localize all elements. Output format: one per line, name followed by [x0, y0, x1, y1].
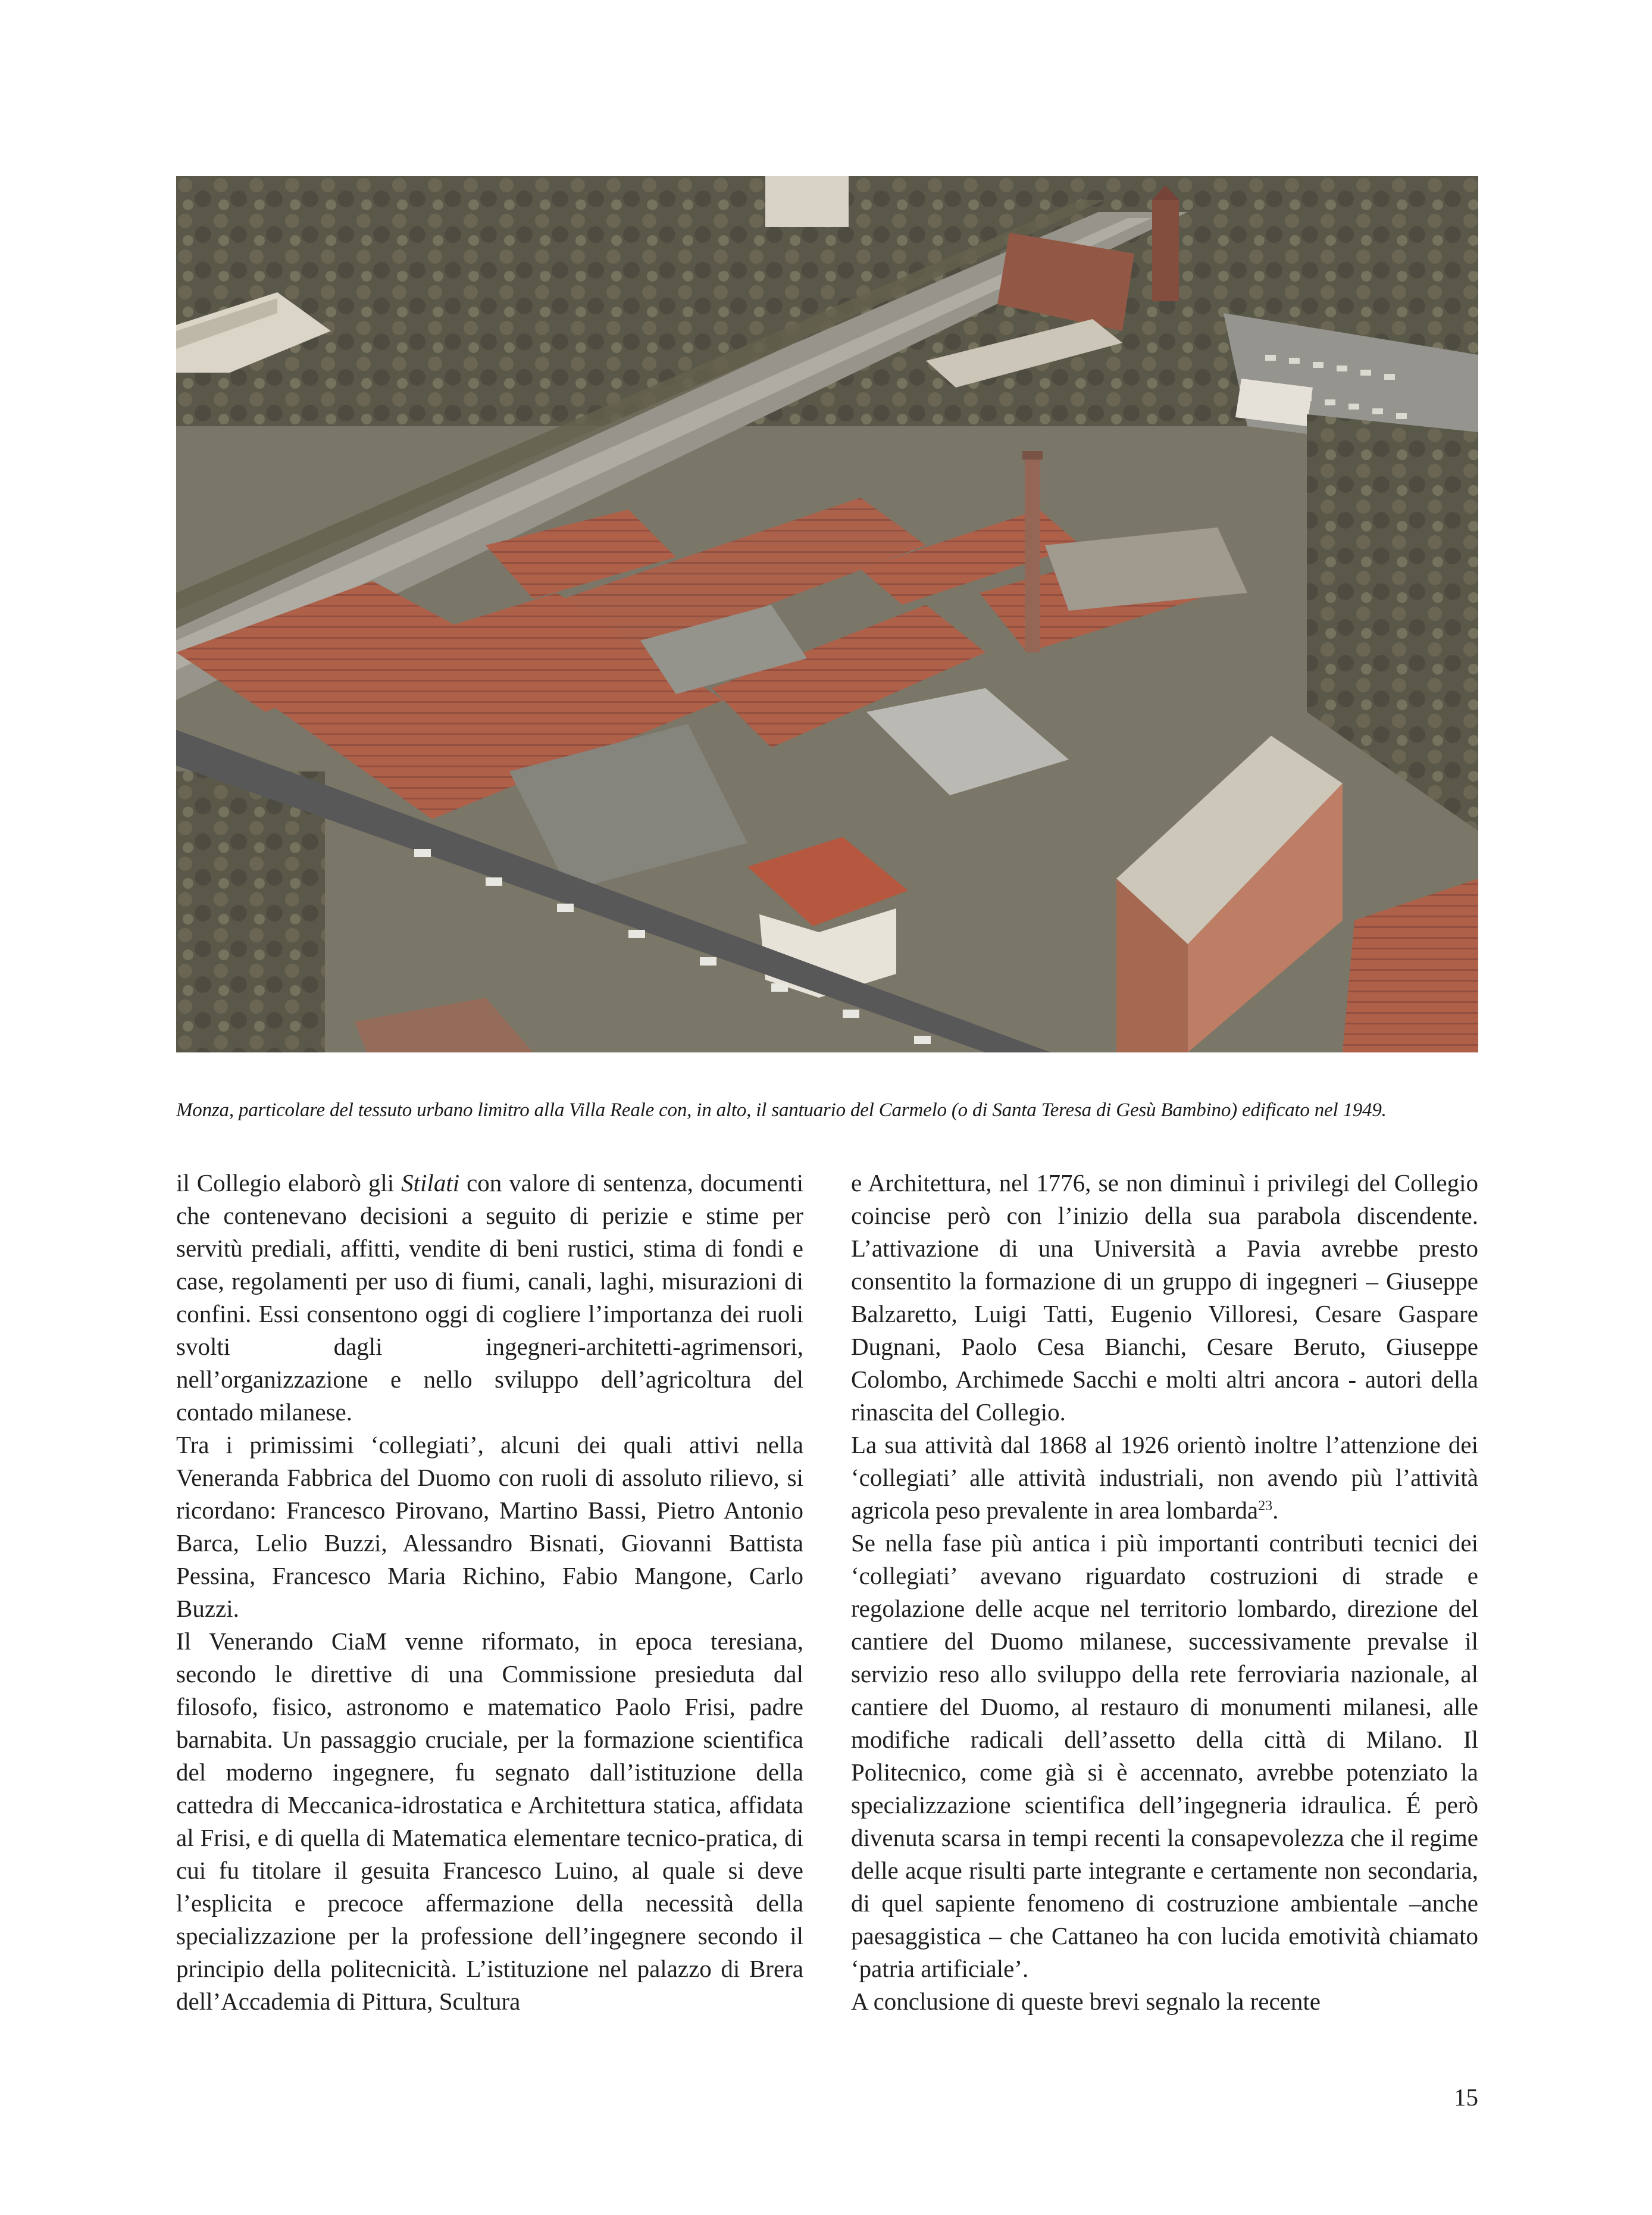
- paragraph: Il Venerando CiaM venne riformato, in epoca teresiana, secondo le direttive di una Commissione presieduta dal filosofo, fisico, astronomo e matematico Paolo Frisi, padre barnabita. Un passaggio cruciale, per la formazione scientifica del moderno ingegnere, fu segnato dall’istituzione della cattedra di Meccanica-idrostatica e Architettura statica, affidata al Frisi, e di quella di Matematica elementare tecnico-pratica, di cui fu titolare il gesuita Francesco Luino, al quale si deve l’esplicita e precoce affermazione della necessità della specializzazione per la professione dell’ingegnere secondo il principio della politecnicità. L’istituzione nel palazzo di Brera dell’Accademia di Pittura, Scultura: [176, 1627, 803, 2015]
- text-span: .: [1272, 1497, 1279, 1524]
- aerial-photo: [176, 176, 1478, 1052]
- paragraph: e Architettura, nel 1776, se non diminuì i privilegi del Collegio coincise però con l’inizio della sua parabola discendente. L’attivazione di una Università a Pavia avrebbe presto consentito la formazione di un gruppo di ingegneri – Giuseppe Balzaretto, Luigi Tatti, Eugenio Villoresi, Cesare Gaspare Dugnani, Paolo Cesa Bianchi, Cesare Beruto, Giuseppe Colombo, Archimede Sacchi e molti altri ancora - autori della rinascita del Collegio.: [851, 1169, 1478, 1426]
- paragraph: A conclusione di queste brevi segnalo la recente: [851, 1988, 1321, 2015]
- text-column-left: [176, 1167, 803, 2018]
- text-column-right: [851, 1167, 1478, 2018]
- paragraph: [176, 1167, 803, 1429]
- paragraph: Tra i primissimi ‘collegiati’, alcuni dei quali attivi nella Veneranda Fabbrica del Duomo con ruoli di assoluto rilievo, si ricordano: Francesco Pirovano, Martino Bassi, Pietro Antonio Barca, Lelio Buzzi, Alessandro Bisnati, Giovanni Battista Pessina, Francesco Maria Richino, Fabio Mangone, Carlo Buzzi.: [176, 1431, 803, 1622]
- emphasis-text: Stilati: [401, 1169, 460, 1196]
- figure-caption: Monza, particolare del tessuto urbano limitro alla Villa Reale con, in alto, il santuario del Carmelo (o di Santa Teresa di Gesù Bambino) edificato nel 1949.: [176, 1099, 1387, 1121]
- paragraph: [851, 1429, 1478, 1527]
- text-span: il Collegio elaborò gli: [176, 1169, 402, 1196]
- aerial-photo-drawing: [176, 176, 1478, 1052]
- text-span: con valore di sentenza, documenti che contenevano decisioni a seguito di perizie e stime per servitù prediali, affitti, vendite di beni rustici, stima di fondi e case, regolamenti per uso di fiumi, canali, laghi, misurazioni di confini. Essi consentono oggi di cogliere l’importanza dei ruoli svolti dagli ingegneri-architetti-agrimensori, nell’organizzazione e nello sviluppo dell’agricoltura del contado milanese.: [176, 1169, 803, 1426]
- text-span: La sua attività dal 1868 al 1926 orientò inoltre l’attenzione dei ‘collegiati’ alle attività industriali, non avendo più l’attività agricola peso prevalente in area lombarda: [851, 1431, 1478, 1524]
- footnote-reference[interactable]: 23: [1258, 1498, 1273, 1514]
- page-number: 15: [1454, 2083, 1478, 2111]
- paragraph: Se nella fase più antica i più importanti contributi tecnici dei ‘collegiati’ avevano riguardato costruzioni di strade e regolazione delle acque nel territorio lombardo, direzione del cantiere del Duomo milanese, successivamente prevalse il servizio reso allo sviluppo della rete ferroviaria nazionale, al cantiere del Duomo, al restauro di monumenti milanesi, alle modifiche radicali dell’assetto della città di Milano. Il Politecnico, come già si è accennato, avrebbe potenziato la specializzazione scientifica dell’ingegneria idraulica. É però divenuta scarsa in tempi recenti la consapevolezza che il regime delle acque risulti parte integrante e certamente non secondaria, di quel sapiente fenomeno di costruzione ambientale –anche paesaggistica – che Cattaneo ha con lucida emotività chiamato ‘patria artificiale’.: [851, 1529, 1478, 1982]
